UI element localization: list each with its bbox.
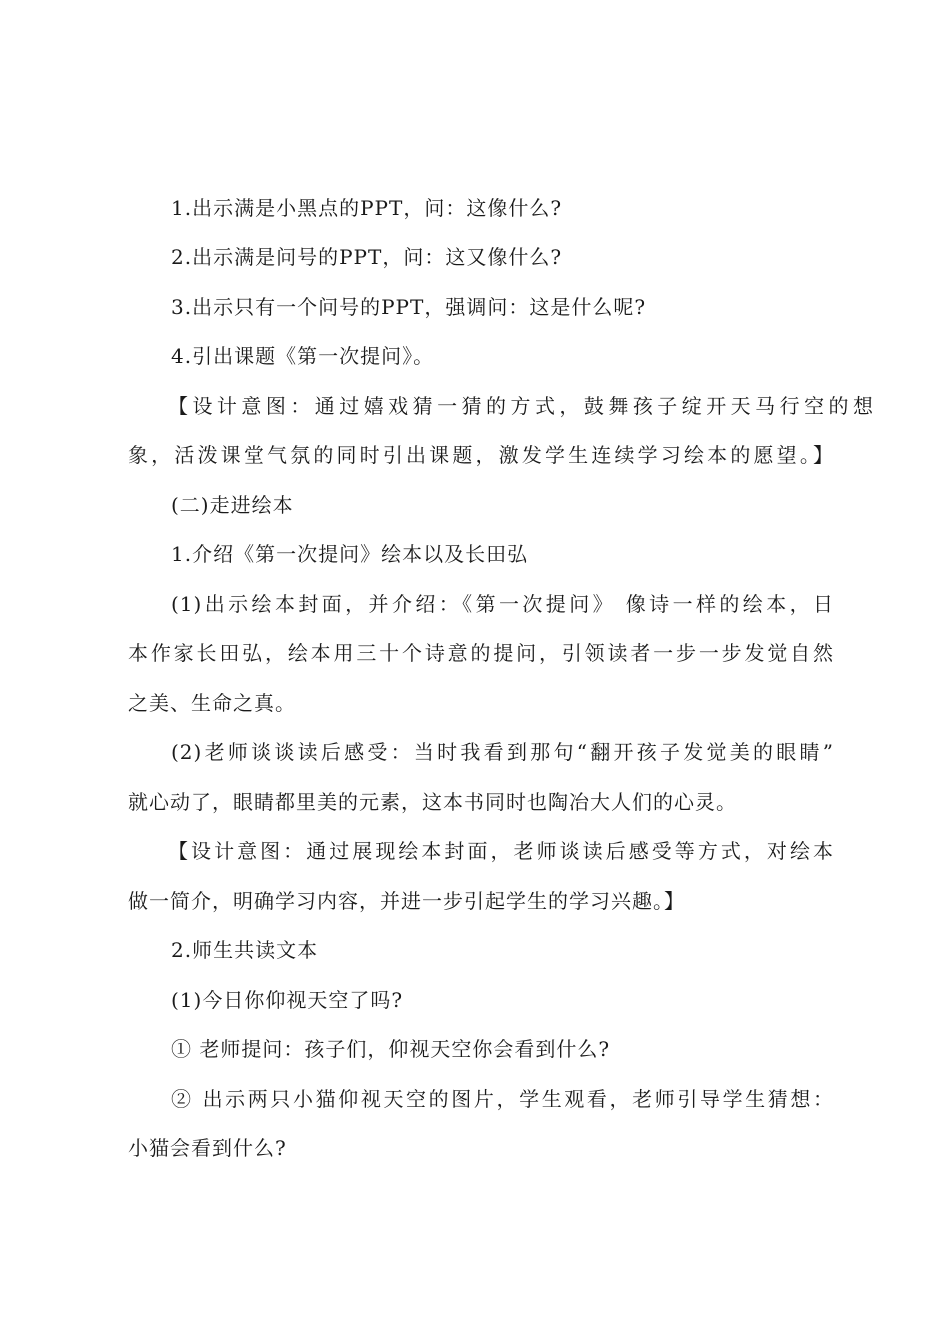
paragraph-line: 小猫会看到什么?: [128, 1136, 287, 1160]
paragraph-line: 1.出示满是小黑点的PPT，问：这像什么?: [171, 196, 563, 220]
paragraph-line: (1)出示绘本封面，并介绍：《第一次提问》 像诗一样的绘本，日: [171, 592, 834, 616]
paragraph-line: 2.出示满是问号的PPT，问：这又像什么?: [171, 245, 563, 269]
paragraph-line: 就心动了，眼睛都里美的元素，这本书同时也陶冶大人们的心灵。: [128, 790, 737, 814]
design-intent-line: 【设计意图：通过嬉戏猜一猜的方式，鼓舞孩子绽开天马行空的想: [168, 394, 874, 418]
paragraph-line: 之美、生命之真。: [128, 691, 296, 715]
subsection-heading: 1.介绍《第一次提问》绘本以及长田弘: [171, 542, 529, 566]
paragraph-line: (1)今日你仰视天空了吗?: [171, 988, 404, 1012]
paragraph-line: ① 老师提问：孩子们，仰视天空你会看到什么?: [171, 1037, 611, 1061]
design-intent-line: 【设计意图：通过展现绘本封面，老师谈读后感受等方式，对绘本: [168, 839, 834, 863]
paragraph-line: 3.出示只有一个问号的PPT，强调问：这是什么呢?: [171, 295, 647, 319]
design-intent-line: 象，活泼课堂气氛的同时引出课题，激发学生连续学习绘本的愿望。】: [128, 443, 834, 467]
design-intent-line: 做一简介，明确学习内容，并进一步引起学生的学习兴趣。】: [128, 889, 685, 913]
subsection-heading: 2.师生共读文本: [171, 938, 319, 962]
paragraph-line: 本作家长田弘，绘本用三十个诗意的提问，引领读者一步一步发觉自然: [128, 641, 834, 665]
paragraph-line: ② 出示两只小猫仰视天空的图片，学生观看，老师引导学生猜想：: [171, 1087, 834, 1111]
paragraph-line: 4.引出课题《第一次提问》。: [171, 344, 435, 368]
paragraph-line: (2)老师谈谈读后感受：当时我看到那句“翻开孩子发觉美的眼睛”: [171, 740, 834, 764]
section-heading: (二)走进绘本: [171, 493, 294, 517]
